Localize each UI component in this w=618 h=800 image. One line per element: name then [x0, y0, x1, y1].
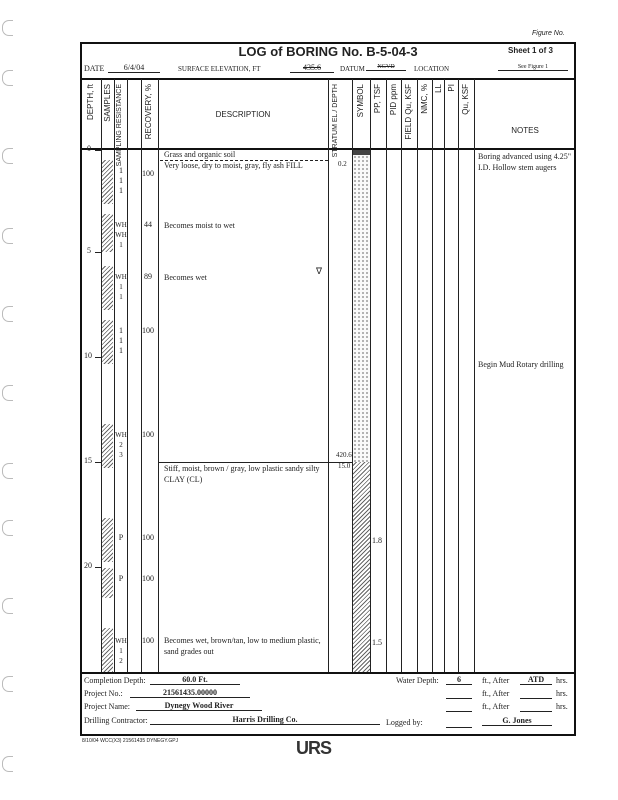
project-no-label: Project No.: [84, 689, 123, 698]
recovery-value: 44 [144, 220, 152, 229]
date-label: DATE [84, 64, 105, 73]
sample-marker [102, 518, 113, 562]
fill-symbol [353, 155, 370, 462]
binder-ring [2, 20, 13, 36]
col-divider [127, 79, 128, 672]
datum-value: NGVD [366, 64, 406, 71]
footer-rule [80, 672, 576, 674]
after-label: ft., After [482, 676, 510, 685]
col-divider [158, 79, 159, 672]
col-header-symbol: SYMBOL [356, 84, 365, 118]
blank-line [446, 710, 472, 712]
pp-value: 1.8 [372, 536, 382, 545]
sample-marker [102, 266, 113, 310]
clay-symbol [353, 462, 370, 672]
note-auger: Boring advanced using 4.25" I.D. Hollow stem augers [478, 152, 572, 172]
depth-tick-label: 0 [87, 144, 91, 153]
col-header-field-qu: FIELD Qu, KSF [404, 84, 413, 140]
binder-ring [2, 463, 13, 479]
sample-marker [102, 320, 113, 364]
project-name-label: Project Name: [84, 702, 130, 711]
blank-line [520, 710, 552, 712]
col-divider [328, 79, 329, 672]
depth-tick-label: 20 [84, 561, 92, 570]
sample-blow-counts: WH 2 3 [115, 431, 127, 459]
project-name-value: Dynegy Wood River [136, 701, 262, 711]
depth-tick-label: 5 [87, 246, 91, 255]
file-reference: 8/10/04 WCC(X3) 21561435 DYNEGY.GPJ [82, 738, 179, 744]
binder-ring [2, 148, 13, 164]
sample-blow-counts: P [118, 533, 124, 542]
binder-ring [2, 676, 13, 692]
recovery-value: 100 [142, 533, 154, 542]
location-label: LOCATION [414, 65, 449, 73]
sample-blow-counts: 1 1 1 [119, 166, 123, 195]
depth-tick [95, 150, 101, 151]
recovery-value: 89 [144, 272, 152, 281]
contractor-label: Drilling Contractor: [84, 716, 148, 725]
page-title: LOG of BORING No. B-5-04-3 [238, 44, 418, 59]
col-header-notes: NOTES [511, 126, 539, 135]
binder-ring [2, 520, 13, 536]
col-header-pid: PID ppm [389, 84, 398, 116]
sample-blow-counts: WH WH 1 [115, 221, 127, 249]
depth-tick [95, 462, 101, 463]
water-depth-label: Water Depth: [396, 676, 439, 685]
contractor-value: Harris Drilling Co. [150, 715, 380, 725]
col-header-ll: LL [434, 84, 443, 93]
col-divider [141, 79, 142, 672]
recovery-value: 100 [142, 326, 154, 335]
figure-no: Figure No. [532, 30, 565, 37]
stratum-depth: 0.2 [338, 160, 347, 168]
col-divider [458, 79, 459, 672]
description-wet: Becomes wet [164, 273, 207, 282]
col-divider [386, 79, 387, 672]
col-divider [444, 79, 445, 672]
col-divider [432, 79, 433, 672]
col-header-recovery: RECOVERY, % [144, 84, 153, 140]
note-mud-rotary: Begin Mud Rotary drilling [478, 360, 564, 369]
water-level-icon: ∇ [316, 266, 323, 276]
hrs-label: hrs. [556, 689, 568, 698]
location-value: See Figure 1 [498, 64, 568, 71]
description-fill: Very loose, dry to moist, gray, fly ash FILL [164, 161, 303, 170]
logged-by-label: Logged by: [386, 718, 423, 727]
logged-by-value: G. Jones [482, 716, 552, 726]
after-label: ft., After [482, 702, 510, 711]
binder-ring [2, 70, 13, 86]
sample-marker [102, 160, 113, 204]
recovery-value: 100 [142, 430, 154, 439]
binder-ring [2, 756, 13, 772]
blank-line [446, 697, 472, 699]
blank-line [520, 697, 552, 699]
date-value: 6/4/04 [108, 63, 160, 73]
description-sand: Becomes wet, brown/tan, low to medium plastic, sand grades out [164, 636, 321, 656]
hrs-label: hrs. [556, 702, 568, 711]
stratum-elevation: 420.6 [336, 451, 352, 459]
sample-marker [102, 214, 113, 252]
water-depth-value: 6 [446, 675, 472, 685]
depth-tick [95, 357, 101, 358]
depth-tick-label: 15 [84, 456, 92, 465]
completion-depth-value: 60.0 Ft. [150, 675, 240, 685]
recovery-value: 100 [142, 636, 154, 645]
col-divider [370, 79, 371, 672]
sample-marker [102, 568, 113, 598]
stratum-depth: 15.0 [338, 462, 351, 470]
after-label: ft., After [482, 689, 510, 698]
sample-blow-counts: WH 1 2 [115, 637, 127, 665]
col-header-samples: SAMPLES [103, 84, 112, 122]
binder-ring [2, 598, 13, 614]
col-header-qu: Qu, KSF [461, 84, 470, 115]
sheet-number: Sheet 1 of 3 [508, 46, 553, 55]
project-no-value: 21561435.00000 [130, 688, 250, 698]
blank-line [446, 726, 472, 728]
sample-marker [102, 424, 113, 468]
col-header-pi: PI [447, 84, 456, 92]
description-topsoil: Grass and organic soil [164, 150, 236, 159]
binder-ring [2, 228, 13, 244]
recovery-value: 100 [142, 169, 154, 178]
col-header-stratum: STRATUM EL./ DEPTH [332, 84, 339, 158]
description-clay: Stiff, moist, brown / gray, low plastic sandy silty CLAY (CL) [164, 464, 320, 484]
recovery-value: 100 [142, 574, 154, 583]
col-header-pp: PP, TSF [373, 84, 382, 114]
sample-marker [102, 628, 113, 672]
urs-logo: URS [296, 738, 332, 758]
surface-elevation-value: 435.6 [290, 63, 334, 73]
col-divider [401, 79, 402, 672]
pp-value: 1.5 [372, 638, 382, 647]
binder-ring [2, 306, 13, 322]
col-divider [417, 79, 418, 672]
description-moist: Becomes moist to wet [164, 221, 235, 230]
binder-ring [2, 385, 13, 401]
sample-blow-counts: 1 1 1 [119, 326, 123, 355]
surface-elevation-label: SURFACE ELEVATION, FT [178, 65, 261, 73]
col-header-nmc: NMC, % [420, 84, 429, 114]
sample-blow-counts: WH 1 1 [115, 273, 127, 301]
col-divider [474, 79, 475, 672]
depth-tick [95, 252, 101, 253]
datum-label: DATUM [340, 65, 365, 73]
col-header-sampling-resistance: SAMPLING RESISTANCE [116, 84, 123, 167]
depth-tick [95, 567, 101, 568]
hrs-label: hrs. [556, 676, 568, 685]
after-value: ATD [520, 675, 552, 685]
col-header-description: DESCRIPTION [215, 110, 271, 119]
depth-tick-label: 10 [84, 351, 92, 360]
col-header-depth: DEPTH, ft [86, 84, 95, 121]
completion-depth-label: Completion Depth: [84, 676, 146, 685]
sample-blow-counts: P [118, 574, 124, 583]
